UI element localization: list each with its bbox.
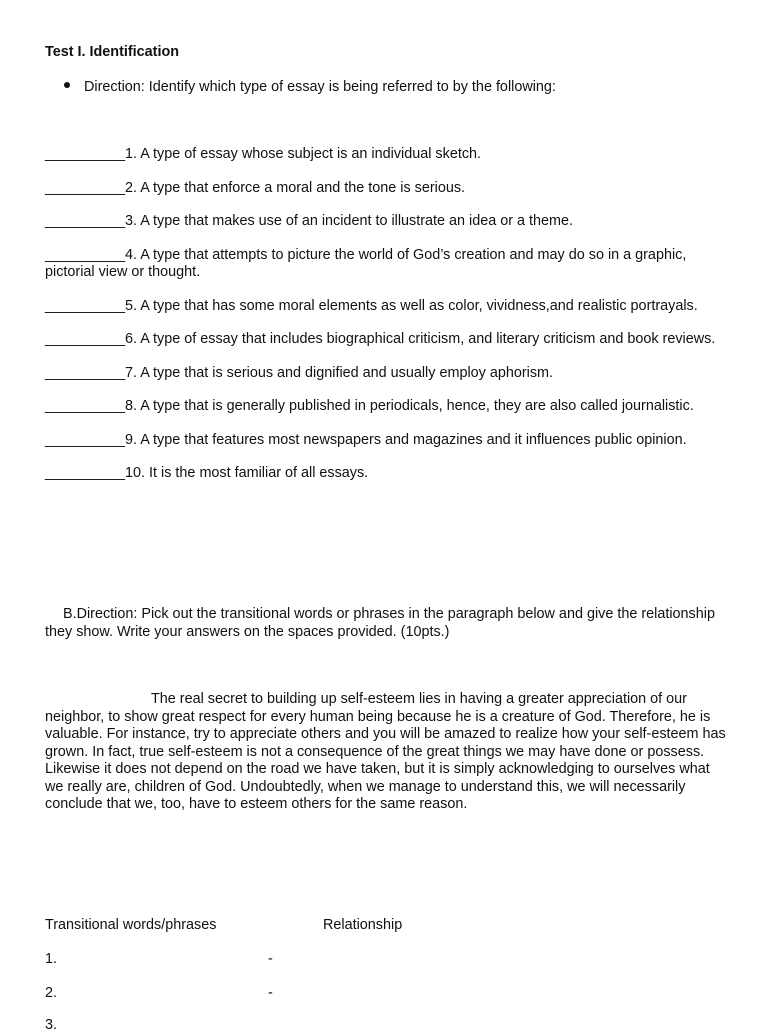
bullet-icon xyxy=(64,82,70,88)
list-item xyxy=(45,247,725,282)
answer-blank: __________ xyxy=(45,297,126,314)
answer-blank: __________ xyxy=(45,431,126,448)
column-header-relationship: Relationship xyxy=(323,917,403,933)
list-item xyxy=(45,398,725,416)
item-text: 9. A type that features most newspapers and magazines and it influences public opinion. xyxy=(125,431,687,448)
passage-paragraph xyxy=(45,691,730,814)
list-item xyxy=(45,365,725,383)
column-header-transitional: Transitional words/phrases xyxy=(45,917,217,933)
direction-a xyxy=(64,79,556,97)
item-text: 3. A type that makes use of an incident to illustrate an idea or a theme. xyxy=(125,213,574,229)
answer-blank: __________ xyxy=(45,398,126,414)
list-item xyxy=(45,146,725,164)
list-item xyxy=(45,180,725,198)
answer-blank: __________ xyxy=(45,213,126,229)
item-text: 4. A type that attempts to picture the world of God’s creation and may do so in a graphic, pictorial view or thought. xyxy=(45,246,687,280)
answer-number: 2. xyxy=(45,985,58,1001)
list-item xyxy=(45,298,725,316)
answer-dash: - xyxy=(268,951,273,967)
answer-number: 3. xyxy=(45,1017,58,1033)
item-text: 2. A type that enforce a moral and the tone is serious. xyxy=(125,179,466,196)
item-text: 8. A type that is generally published in periodicals, hence, they are also called journalistic. xyxy=(125,398,694,414)
item-text: 1. A type of essay whose subject is an individual sketch. xyxy=(125,146,482,162)
identification-items xyxy=(45,146,725,499)
answer-table-header xyxy=(45,917,725,935)
answer-blank: __________ xyxy=(45,179,126,196)
item-text: 10. It is the most familiar of all essays. xyxy=(125,465,369,481)
section-heading: Test I. Identification xyxy=(45,44,180,60)
answer-row xyxy=(45,1017,725,1035)
passage-text: The real secret to building up self-esteem lies in having a greater appreciation of our neighbor, to show great respect for every human being because he is a creature of God. Therefore, he is valuable. For instance, try to appreciate others and you will be amazed to realize how your self-esteem has grown. In fact, true self-esteem is not a consequence of the great things we may have done or possess. Likewise it does not depend on the road we have taken, but it is simply acknowledging to ourselves what we really are, children of God. Undoubtedly, when we manage to understand this, we will necessarily conclude that we, too, have to esteem others for the same reason. xyxy=(45,691,726,812)
answer-dash: - xyxy=(268,985,273,1001)
answer-blank: __________ xyxy=(45,465,126,481)
answer-blank: __________ xyxy=(45,364,126,381)
item-text: 6. A type of essay that includes biographical criticism, and literary criticism and book reviews. xyxy=(125,331,716,347)
list-item xyxy=(45,331,725,349)
direction-b-text: B.Direction: Pick out the transitional words or phrases in the paragraph below and give the relationship they show. Write your answers on the spaces provided. (10pts.) xyxy=(45,606,715,640)
answer-number: 1. xyxy=(45,951,58,967)
direction-a-text: Direction: Identify which type of essay is being referred to by the following: xyxy=(84,79,556,95)
list-item xyxy=(45,213,725,231)
direction-b xyxy=(45,606,725,641)
answer-blank: __________ xyxy=(45,246,126,263)
answer-blank: __________ xyxy=(45,331,126,347)
answer-blank: __________ xyxy=(45,146,126,162)
answer-row xyxy=(45,985,725,1003)
answer-row xyxy=(45,951,725,969)
item-text: 5. A type that has some moral elements as well as color, vividness,and realistic portrayals. xyxy=(125,297,698,314)
list-item xyxy=(45,432,725,450)
item-text: 7. A type that is serious and dignified and usually employ aphorism. xyxy=(125,364,554,381)
list-item xyxy=(45,465,725,483)
